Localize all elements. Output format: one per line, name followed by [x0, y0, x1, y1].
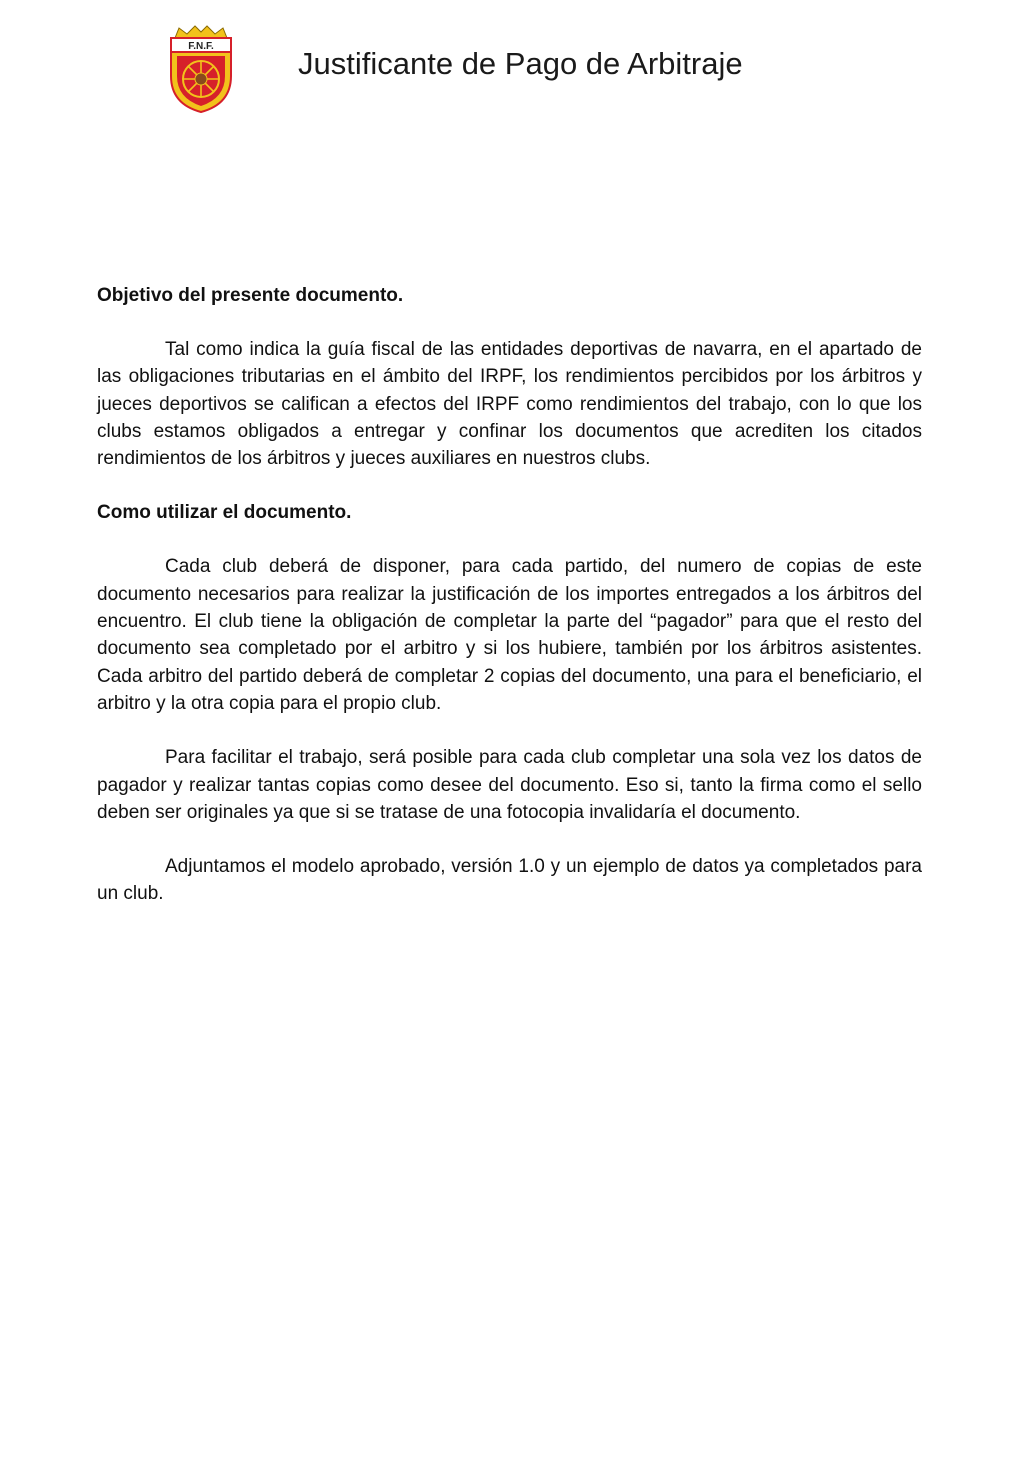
fnf-crest-logo [165, 24, 237, 114]
paragraph-como-utilizar-3: Adjuntamos el modelo aprobado, versión 1.0 y un ejemplo de datos ya completados para un club. [97, 856, 922, 905]
document-title: Justificante de Pago de Arbitraje [298, 46, 743, 81]
paragraph-como-utilizar-1: Cada club deberá de disponer, para cada partido, del numero de copias de este documento necesarios para realizar la justificación de los importes entregados a los árbitros del encuentro. El club tiene la obligación de completar la parte del “pagador” para que el resto del documento sea completado por el arbitro y si los hubiere, también por los árbitros asistentes. Cada arbitro del partido deberá de completar 2 copias del documento, una para el beneficiario, el arbitro y la otra copia para el propio club. [97, 556, 922, 714]
section-heading-objetivo: Objetivo del presente documento. [97, 285, 404, 306]
paragraph-como-utilizar-2: Para facilitar el trabajo, será posible para cada club completar una sola vez los datos de pagador y realizar tantas copias como desee del documento. Eso si, tanto la firma como el sello deben ser originales ya que si se tratase de una fotocopia invalidaría el documento. [97, 747, 922, 823]
document-body [97, 282, 922, 908]
svg-text:F.N.F.: F.N.F. [188, 41, 214, 52]
section-heading-como-utilizar: Como utilizar el documento. [97, 502, 352, 524]
paragraph-objetivo: Tal como indica la guía fiscal de las entidades deportivas de navarra, en el apartado de las obligaciones tributarias en el ámbito del IRPF, los rendimientos percibidos por los árbitros y jueces deportivos se califican a efectos del IRPF como rendimientos del trabajo, con lo que los clubs estamos obligados a entregar y confinar los documentos que acrediten los citados rendimientos de los árbitros y jueces auxiliares en nuestros clubs. [97, 339, 922, 470]
